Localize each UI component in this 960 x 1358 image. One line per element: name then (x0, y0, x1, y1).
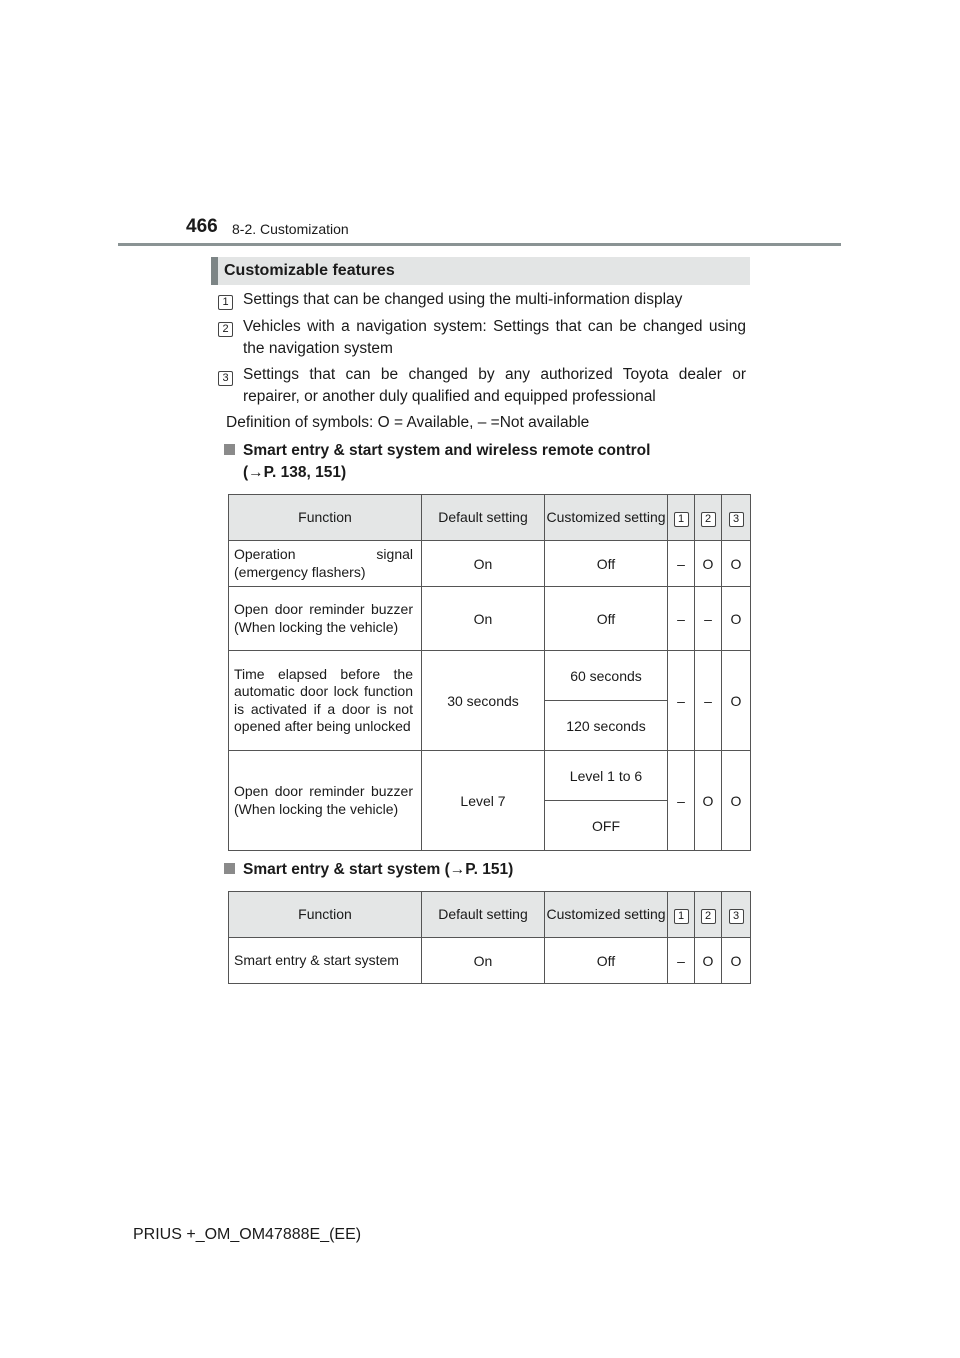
section-title: 8-2. Customization (232, 221, 349, 237)
header-divider (118, 243, 841, 246)
customized-cell: Off (545, 587, 668, 651)
function-cell: Operation signal (emergency flashers) (229, 541, 422, 587)
legend-item-3: Settings that can be changed by any authorized Toyota dealer or repairer, or another duly qualified and equipped professional (243, 366, 746, 405)
legend-item-2: Vehicles with a navigation system: Settings that can be changed using the navigation system (243, 318, 746, 357)
availability-2: O (695, 541, 722, 587)
default-cell: On (422, 938, 545, 984)
table-header-row (229, 892, 751, 938)
availability-1: – (668, 587, 695, 651)
default-cell: On (422, 587, 545, 651)
customized-cell: Off (545, 938, 668, 984)
header-default-setting: Default setting (422, 892, 545, 938)
table2-page-reference: (→P. 151) (444, 861, 514, 878)
availability-2: O (695, 751, 722, 851)
customizable-features-banner (211, 257, 750, 285)
table-header-row (229, 495, 751, 541)
table1-heading: Smart entry & start system and wireless remote control (→P. 138, 151) (224, 440, 650, 484)
customized-cell: Off (545, 541, 668, 587)
table2 (228, 891, 751, 984)
header-col-3: 3 (722, 495, 751, 541)
table2-heading: Smart entry & start system (→P. 151) (224, 859, 513, 881)
availability-1: – (668, 651, 695, 751)
function-cell: Open door reminder buzzer (When locking the vehicle) (229, 751, 422, 851)
availability-3: O (722, 938, 751, 984)
header-col-2: 2 (695, 892, 722, 938)
customized-cell: 60 seconds (545, 651, 668, 701)
availability-3: O (722, 541, 751, 587)
table1-page-reference: (→P. 138, 151) (243, 464, 347, 481)
header-col-3: 3 (722, 892, 751, 938)
page-number: 466 (186, 216, 218, 237)
table-row (229, 751, 751, 801)
header-col-2: 2 (695, 495, 722, 541)
availability-3: O (722, 651, 751, 751)
function-cell: Open door reminder buzzer (When locking the vehicle) (229, 587, 422, 651)
number-2-icon: 2 (218, 319, 233, 337)
banner-accent (211, 257, 218, 285)
square-bullet-icon (224, 863, 235, 874)
customized-cell: OFF (545, 801, 668, 851)
legend-item-1: Settings that can be changed using the multi-information display (243, 291, 683, 308)
banner-title: Customizable features (224, 262, 395, 279)
availability-3: O (722, 751, 751, 851)
function-cell: Smart entry & start system (229, 938, 422, 984)
header-col-1: 1 (668, 495, 695, 541)
square-bullet-icon (224, 444, 235, 455)
default-cell: 30 seconds (422, 651, 545, 751)
table-row (229, 938, 751, 984)
function-cell: Time elapsed before the automatic door lock function is activated if a door is not opened after being unlocked (229, 651, 422, 751)
availability-2: – (695, 587, 722, 651)
customized-cell: 120 seconds (545, 701, 668, 751)
availability-1: – (668, 938, 695, 984)
header-customized-setting: Customized setting (545, 495, 668, 541)
table1 (228, 494, 751, 851)
default-cell: Level 7 (422, 751, 545, 851)
number-3-icon: 3 (218, 368, 233, 386)
availability-2: O (695, 938, 722, 984)
availability-2: – (695, 651, 722, 751)
document-code: PRIUS +_OM_OM47888E_(EE) (133, 1226, 362, 1243)
header-col-1: 1 (668, 892, 695, 938)
table-row (229, 541, 751, 587)
header-customized-setting: Customized setting (545, 892, 668, 938)
header-function: Function (229, 892, 422, 938)
table-row (229, 587, 751, 651)
availability-1: – (668, 751, 695, 851)
default-cell: On (422, 541, 545, 587)
availability-3: O (722, 587, 751, 651)
header-default-setting: Default setting (422, 495, 545, 541)
number-1-icon: 1 (218, 292, 233, 310)
header-function: Function (229, 495, 422, 541)
customized-cell: Level 1 to 6 (545, 751, 668, 801)
symbol-definition: Definition of symbols: O = Available, – =Not available (226, 414, 590, 431)
table-row (229, 651, 751, 701)
availability-1: – (668, 541, 695, 587)
